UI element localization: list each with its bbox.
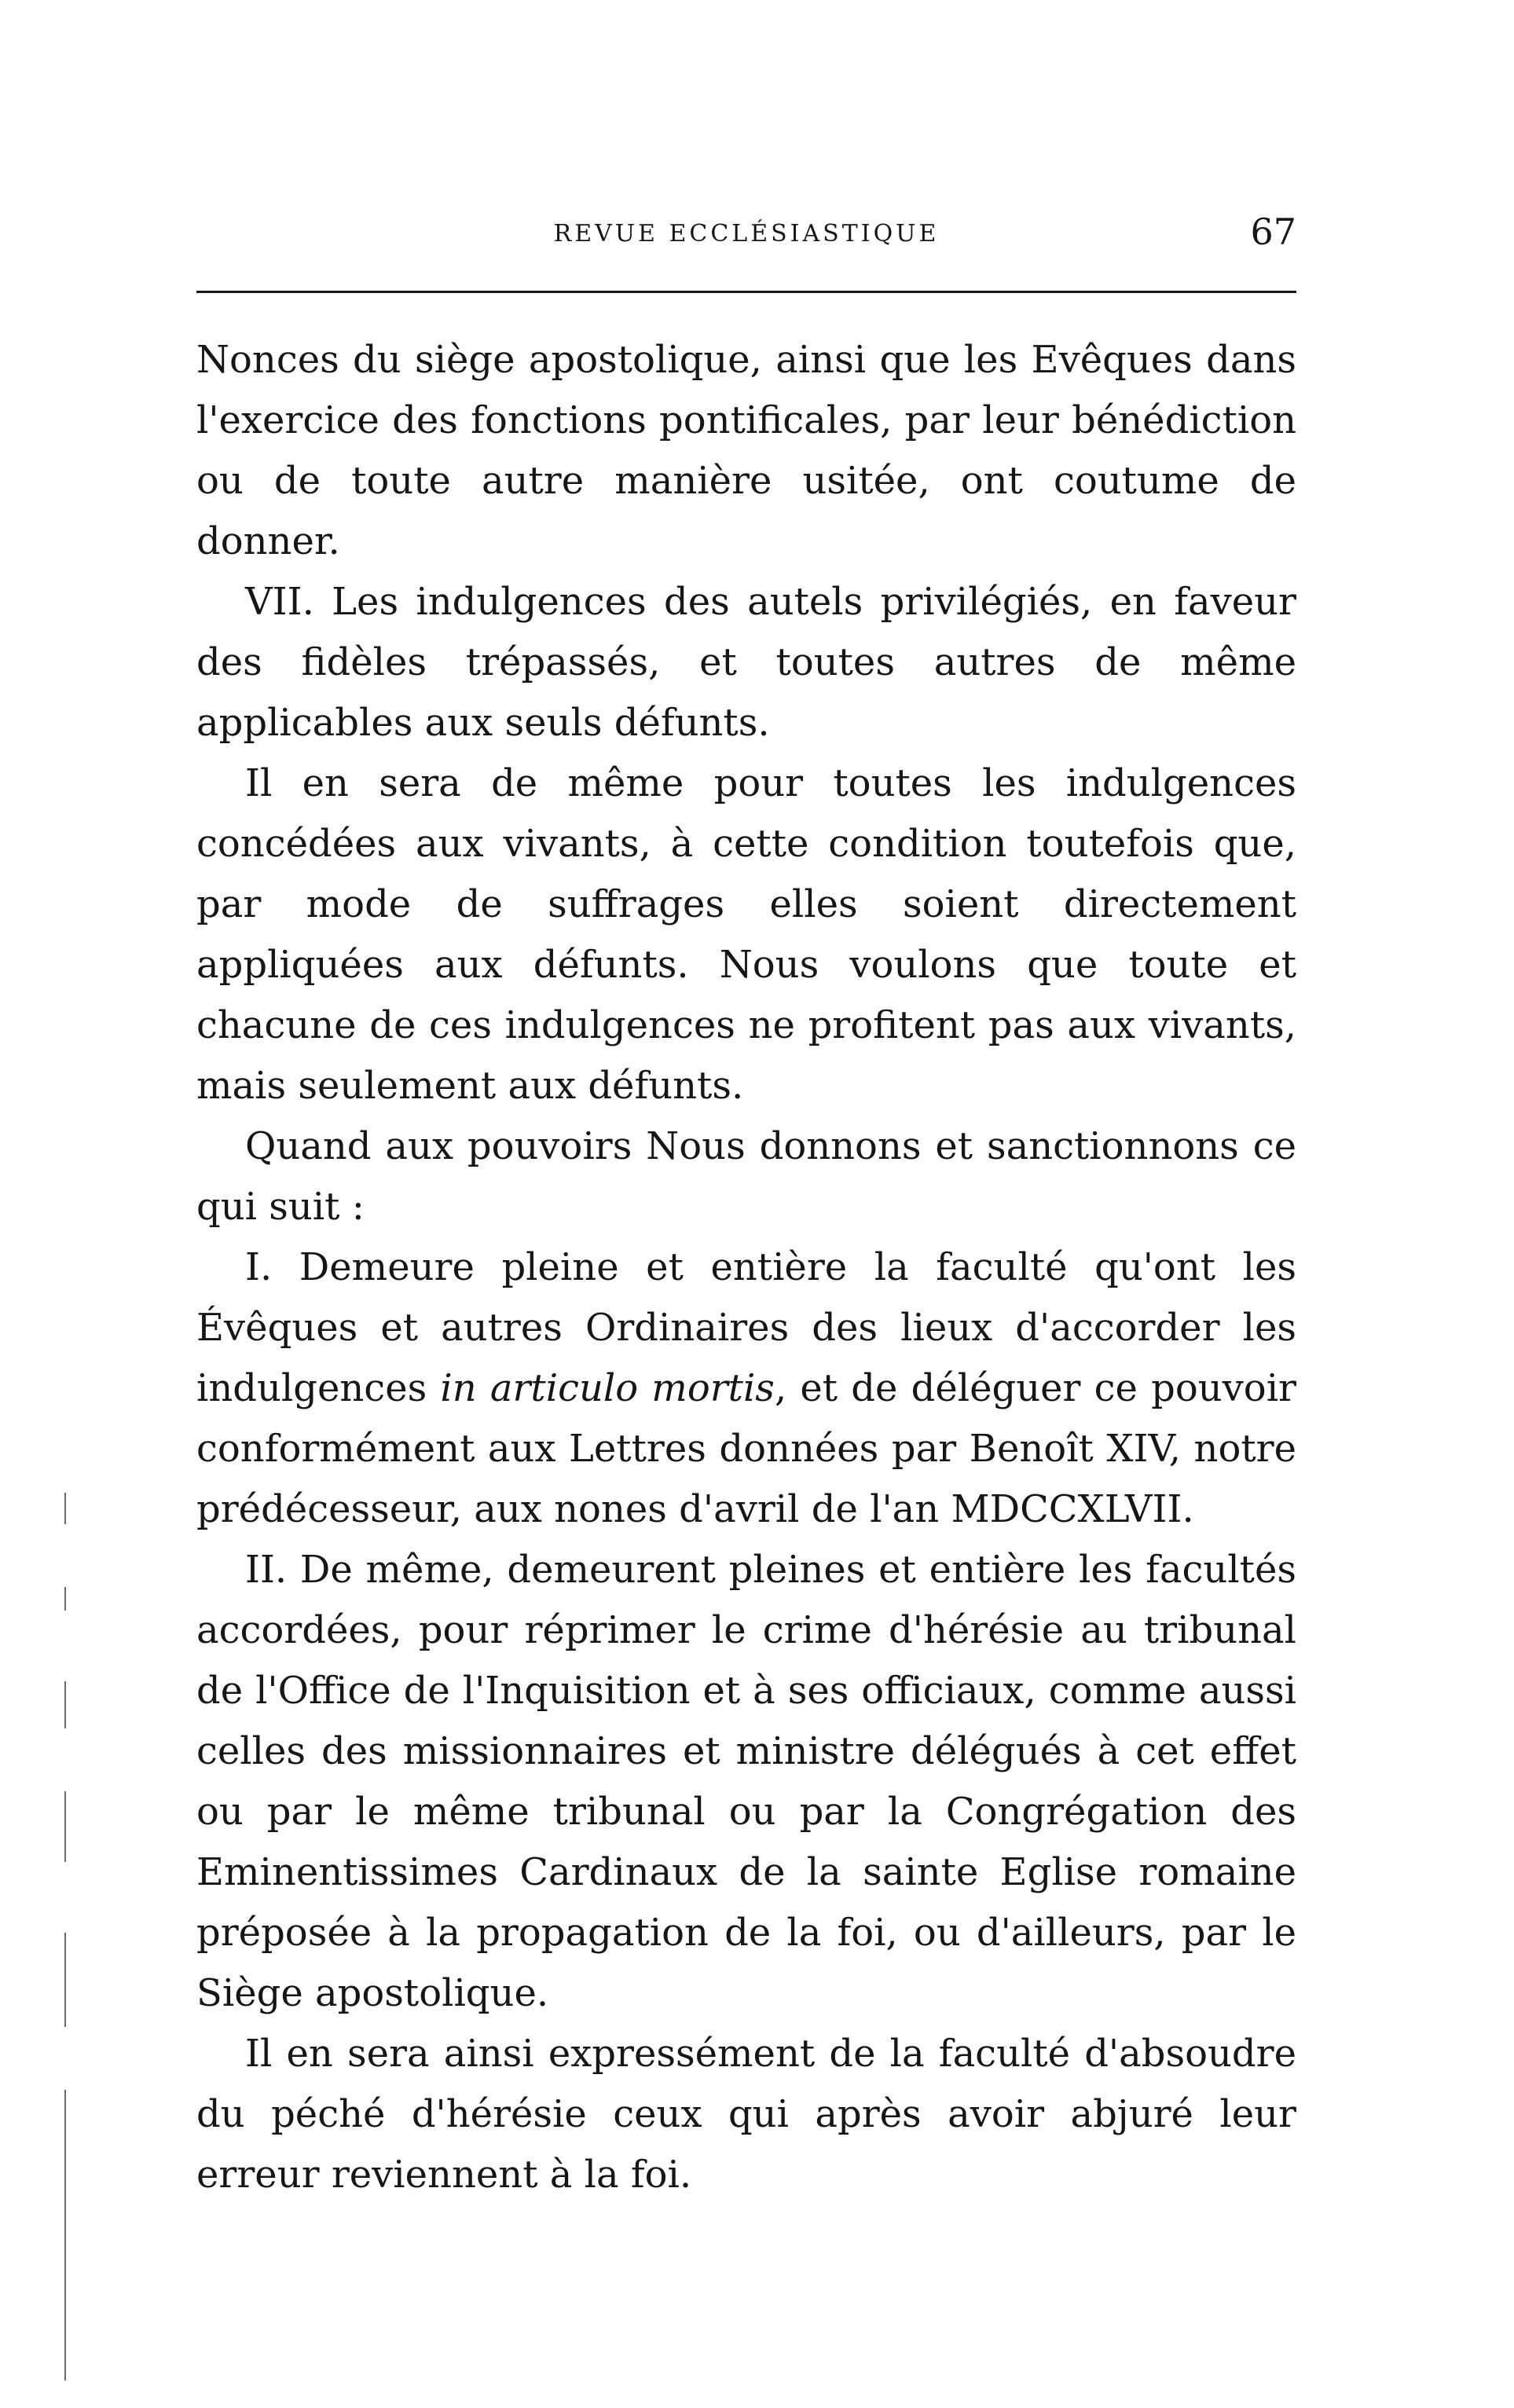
page-number: 67 <box>1250 211 1296 253</box>
margin-mark <box>64 1681 66 1728</box>
paragraph-i-italic-phrase: in articulo mortis <box>440 1366 775 1410</box>
paragraph-i <box>196 1237 1296 1540</box>
paragraph-i-text-after: , et de déléguer ce pouvoir conformément aux Lettres données par Benoît XIV, notre prédécesseur, aux nones d'avril de l'an MDCCXLVII. <box>196 1366 1296 1531</box>
running-head: REVUE ECCLÉSIASTIQUE <box>553 220 940 247</box>
paragraph-vii: VII. Les indulgences des autels privilégiés, en faveur des fidèles trépassés, et toutes autres de même applicables aux seuls défunts. <box>196 580 1296 745</box>
page-header <box>196 211 1296 266</box>
margin-mark <box>64 1587 66 1611</box>
margin-scan-marks <box>64 1493 69 2381</box>
text-body <box>196 330 1296 2205</box>
header-rule <box>196 291 1296 293</box>
paragraph-continuation: Nonces du siège apostolique, ainsi que les Evêques dans l'exercice des fonctions pontificales, par leur bénédiction ou de toute autre manière usitée, ont coutume de donner. <box>196 338 1296 563</box>
paragraph-living-indulgences: Il en sera de même pour toutes les indulgences concédées aux vivants, à cette condition toutefois que, par mode de suffrages elles soient directement appliquées aux défunts. Nous voulons que toute et chacune de ces indulgences ne profitent pas aux vivants, mais seulement aux défunts. <box>196 761 1296 1108</box>
paragraph-i-text-before: I. Demeure pleine et entière la faculté qu'ont les Évêques et autres Ordinaires des lieux d'accorder les indulgences <box>196 1245 1296 1410</box>
margin-mark <box>64 1933 66 2027</box>
margin-mark <box>64 1493 66 1524</box>
paragraph-powers: Quand aux pouvoirs Nous donnons et sanctionnons ce qui suit : <box>196 1124 1296 1229</box>
margin-mark <box>64 2090 66 2381</box>
paragraph-heresy: Il en sera ainsi expressément de la faculté d'absoudre du péché d'hérésie ceux qui après avoir abjuré leur erreur reviennent à la foi. <box>196 2032 1296 2197</box>
paragraph-ii: II. De même, demeurent pleines et entière les facultés accordées, pour réprimer le crime d'hérésie au tribunal de l'Office de l'Inquisition et à ses officiaux, comme aussi celles des missionnaires et ministre délégués à cet effet ou par le même tribunal ou par la Congrégation des Eminentissimes Cardinaux de la sainte Eglise romaine préposée à la propagation de la foi, ou d'ailleurs, par le Siège apostolique. <box>196 1548 1296 2015</box>
margin-mark <box>64 1791 66 1862</box>
